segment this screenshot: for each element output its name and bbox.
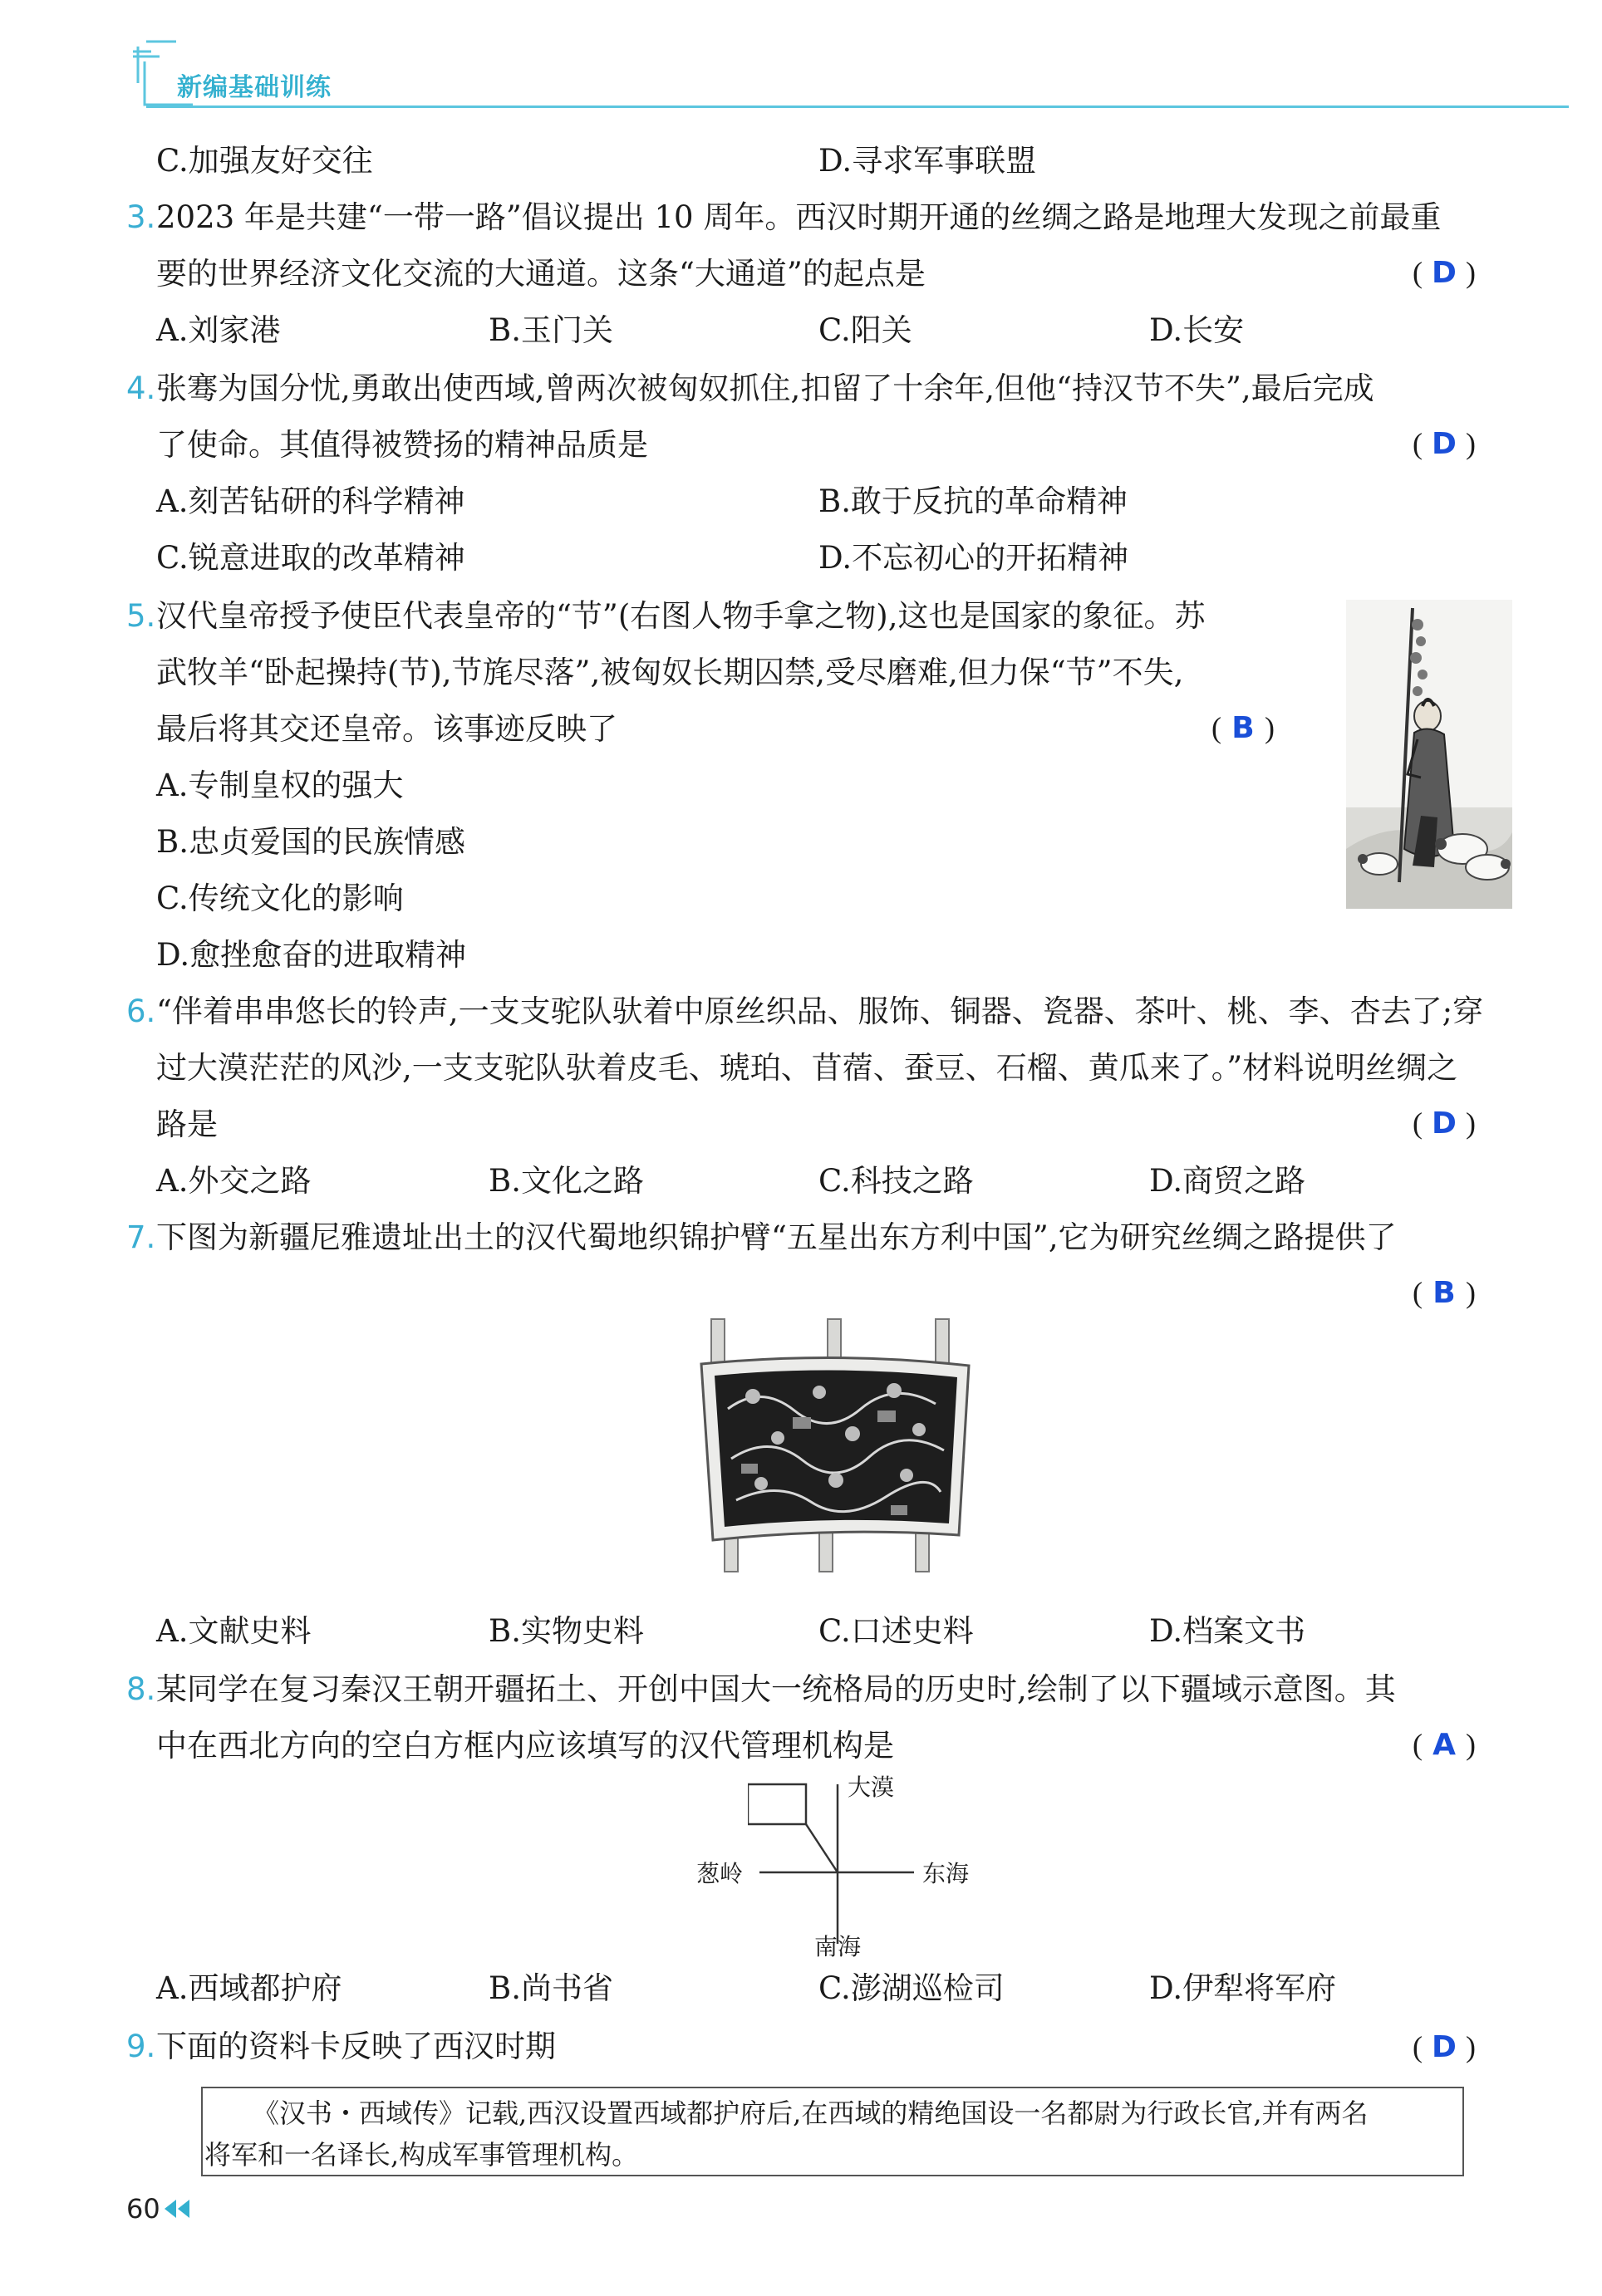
q7-option-d: D.档案文书	[1149, 1613, 1306, 1649]
q5-option-b: B.忠贞爱国的民族情感	[156, 824, 465, 860]
q3-answer-letter: D	[1432, 256, 1457, 290]
q3-answer: ( D )	[1413, 253, 1476, 293]
q6-option-a: A.外交之路	[156, 1163, 312, 1199]
map-label-south: 南海	[814, 1933, 862, 1960]
header-title: 新编基础训练	[177, 73, 332, 102]
q9-stem-line1: 下面的资料卡反映了西汉时期	[156, 2029, 556, 2064]
q5-stem-line1: 汉代皇帝授予使臣代表皇帝的“节”(右图人物手拿之物),这也是国家的象征。苏	[156, 598, 1206, 634]
q3-stem-line1: 2023 年是共建“一带一路”倡议提出 10 周年。西汉时期开通的丝绸之路是地理大发现之前最重	[156, 199, 1442, 235]
q8-number: 8.	[126, 1671, 156, 1707]
q6-answer: ( D )	[1413, 1103, 1476, 1144]
q4-option-c: C.锐意进取的改革精神	[156, 540, 465, 576]
q8-answer: ( A )	[1413, 1724, 1476, 1765]
q3-option-d: D.长安	[1149, 312, 1245, 348]
q6-option-d: D.商贸之路	[1149, 1163, 1306, 1199]
q3-option-b: B.玉门关	[489, 312, 613, 348]
map-label-west: 葱岭	[696, 1860, 744, 1887]
q7-option-a: A.文献史料	[156, 1613, 312, 1649]
q5-option-c: C.传统文化的影响	[156, 881, 404, 916]
q3-stem-line2: 要的世界经济文化交流的大通道。这条“大通道”的起点是	[156, 256, 926, 292]
q6-stem-line3: 路是	[156, 1106, 218, 1142]
q9-number: 9.	[126, 2029, 156, 2064]
q4-number: 4.	[126, 370, 156, 406]
source-card-line2: 将军和一名译长,构成军事管理机构。	[204, 2139, 639, 2171]
q5-answer: ( B )	[1211, 708, 1275, 748]
q5-stem-line3: 最后将其交还皇帝。该事迹反映了	[156, 711, 617, 747]
map-label-north: 大漠	[848, 1774, 895, 1801]
q6-option-c: C.科技之路	[818, 1163, 974, 1199]
q5-answer-letter: B	[1231, 711, 1255, 745]
map-label-east: 东海	[922, 1860, 970, 1887]
q6-number: 6.	[126, 993, 156, 1029]
blank-box	[748, 1784, 806, 1824]
q8-option-a: A.西域都护府	[156, 1970, 342, 2006]
q4-option-b: B.敢于反抗的革命精神	[818, 483, 1128, 519]
q4-answer-letter: D	[1432, 427, 1457, 461]
q4-stem-line2: 了使命。其值得被赞扬的精神品质是	[156, 427, 648, 463]
q7-option-b: B.实物史料	[489, 1613, 644, 1649]
q9-answer: ( D )	[1413, 2027, 1476, 2068]
q5-stem-line2: 武牧羊“卧起操持(节),节旄尽落”,被匈奴长期囚禁,受尽磨难,但力保“节”不失,	[156, 655, 1184, 690]
q4-stem-line1: 张骞为国分忧,勇敢出使西域,曾两次被匈奴抓住,扣留了十余年,但他“持汉节不失”,最后完成	[156, 370, 1374, 406]
q8-answer-letter: A	[1432, 1728, 1456, 1762]
q4-option-a: A.刻苦钻研的科学精神	[156, 483, 465, 519]
q8-option-b: B.尚书省	[489, 1970, 613, 2006]
q3-option-c: C.阳关	[818, 312, 912, 348]
page-number: 60	[126, 2193, 160, 2225]
double-left-arrow-icon	[163, 2198, 193, 2220]
q9-answer-letter: D	[1432, 2030, 1457, 2064]
q8-stem-line1: 某同学在复习秦汉王朝开疆拓土、开创中国大一统格局的历史时,绘制了以下疆域示意图。其	[156, 1671, 1396, 1707]
q2-option-d: D.寻求军事联盟	[818, 143, 1037, 179]
q4-answer: ( D )	[1413, 424, 1476, 464]
su-wu-herding-sheep-illustration	[1346, 600, 1512, 909]
q7-answer: ( B )	[1413, 1273, 1476, 1313]
q5-option-d: D.愈挫愈奋的进取精神	[156, 937, 467, 973]
q6-stem-line1: “伴着串串悠长的铃声,一支支驼队驮着中原丝织品、服饰、铜器、瓷器、茶叶、桃、李、杏去了;穿	[156, 993, 1484, 1029]
q6-answer-letter: D	[1432, 1106, 1457, 1141]
q8-stem-line2: 中在西北方向的空白方框内应该填写的汉代管理机构是	[156, 1728, 894, 1764]
source-card	[201, 2087, 1464, 2176]
q8-option-d: D.伊犁将军府	[1149, 1970, 1337, 2006]
q7-answer-letter: B	[1432, 1276, 1456, 1310]
q2-option-c: C.加强友好交往	[156, 143, 373, 179]
q4-option-d: D.不忘初心的开拓精神	[818, 540, 1129, 576]
q6-option-b: B.文化之路	[489, 1163, 644, 1199]
header-rule	[146, 105, 1569, 108]
q7-option-c: C.口述史料	[818, 1613, 974, 1649]
q8-option-c: C.澎湖巡检司	[818, 1970, 1005, 2006]
q5-option-a: A.专制皇权的强大	[156, 768, 404, 803]
q7-number: 7.	[126, 1219, 156, 1255]
source-card-line1: 《汉书・西域传》记载,西汉设置西域都护府后,在西域的精绝国设一名都尉为行政长官,并有两名	[253, 2097, 1369, 2129]
q5-number: 5.	[126, 598, 156, 634]
q3-option-a: A.刘家港	[156, 312, 281, 348]
q6-stem-line2: 过大漠茫茫的风沙,一支支驼队驮着皮毛、琥珀、苜蓿、蚕豆、石榴、黄瓜来了。”材料说明丝绸之	[156, 1050, 1458, 1086]
q3-number: 3.	[126, 199, 156, 235]
q7-stem-line1: 下图为新疆尼雅遗址出土的汉代蜀地织锦护臂“五星出东方利中国”,它为研究丝绸之路提供了	[156, 1219, 1397, 1255]
brocade-arm-guard-image	[695, 1317, 977, 1575]
